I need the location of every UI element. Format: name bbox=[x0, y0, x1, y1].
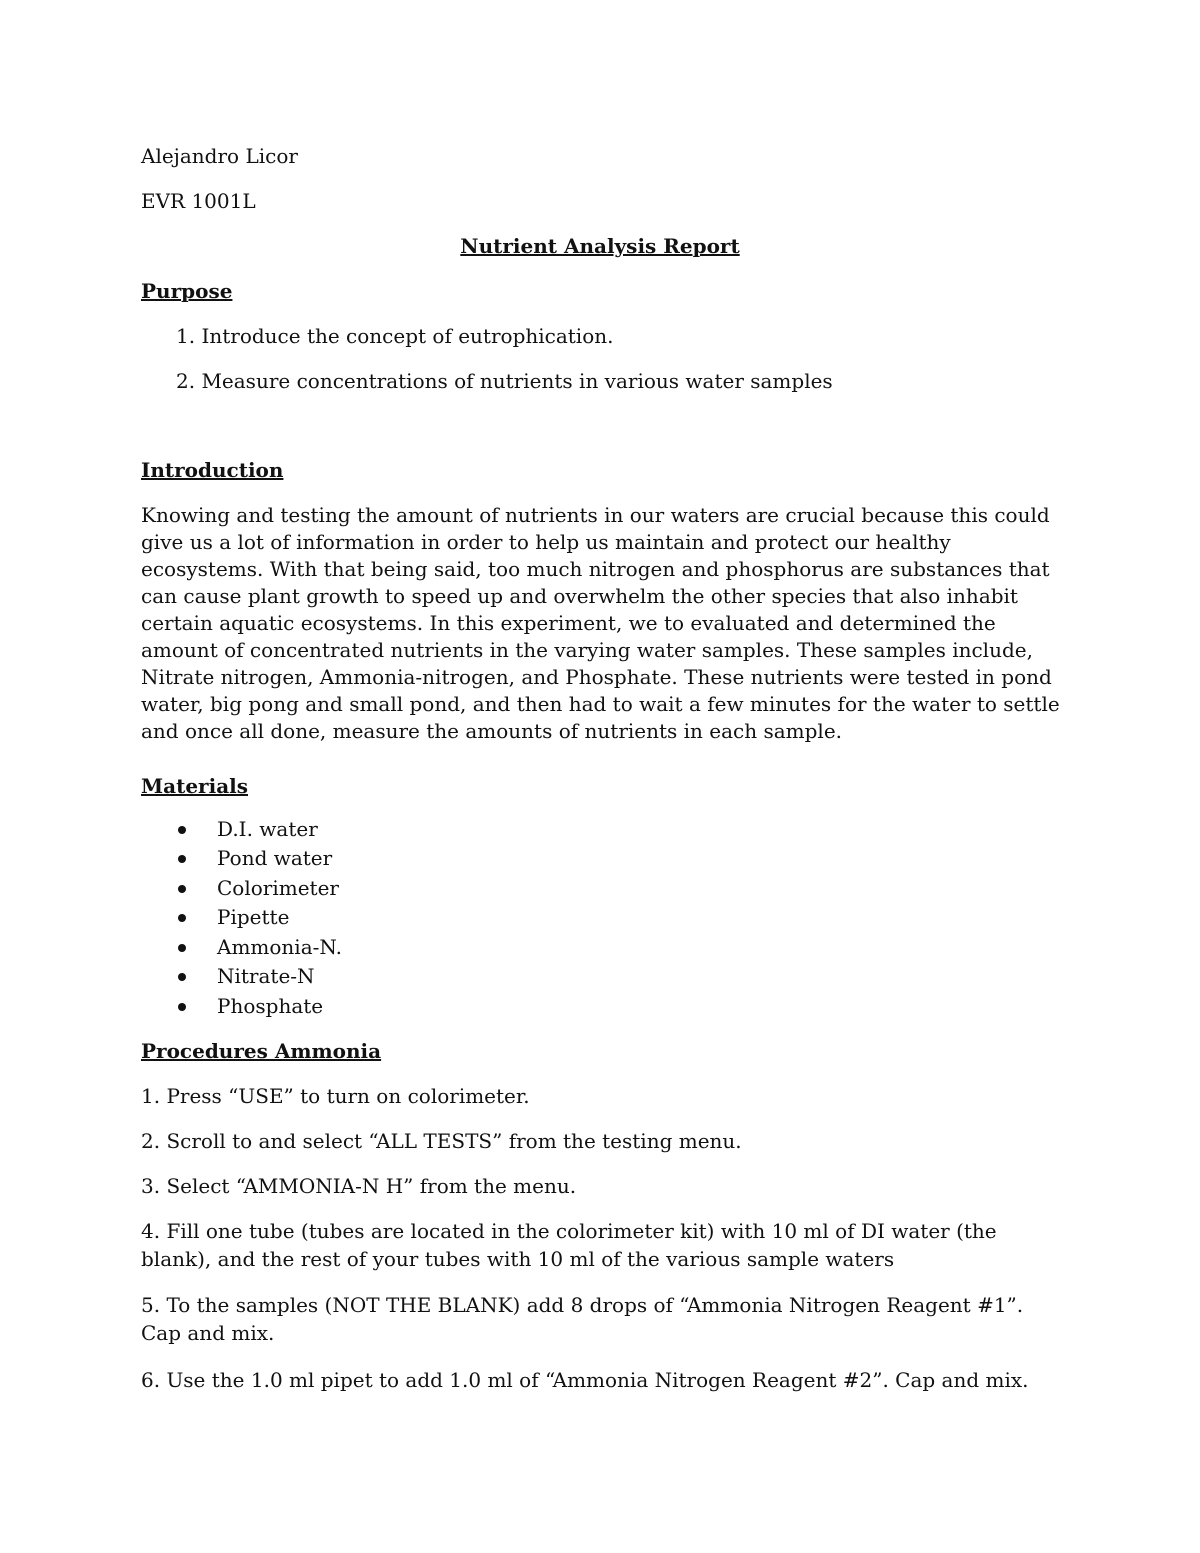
bullet-icon bbox=[178, 944, 186, 952]
bullet-icon bbox=[178, 855, 186, 863]
course-code: EVR 1001L bbox=[141, 189, 256, 213]
bullet-icon bbox=[178, 914, 186, 922]
procedure-step: 5. To the samples (NOT THE BLANK) add 8 drops of “Ammonia Nitrogen Reagent #1”. Cap and mix. bbox=[141, 1293, 1024, 1345]
procedure-step: 3. Select “AMMONIA-N H” from the menu. bbox=[141, 1174, 577, 1198]
materials-heading: Materials bbox=[141, 774, 249, 798]
bullet-icon bbox=[178, 1003, 186, 1011]
introduction-heading: Introduction bbox=[141, 458, 284, 482]
bullet-icon bbox=[178, 826, 186, 834]
material-label: D.I. water bbox=[217, 817, 318, 841]
procedure-step: 4. Fill one tube (tubes are located in the colorimeter kit) with 10 ml of DI water (the blank), and the rest of your tubes with 10 ml of the various sample waters bbox=[141, 1219, 997, 1271]
material-label: Pipette bbox=[217, 905, 290, 929]
introduction-paragraph: Knowing and testing the amount of nutrients in our waters are crucial because this could give us a lot of information in order to help us maintain and protect our healthy ecosystems. With that being said, too much nitrogen and phosphorus are substances that can cause plant growth to speed up and overwhelm the other species that also inhabit certain aquatic ecosystems. In this experiment, we to evaluated and determined the amount of concentrated nutrients in the varying water samples. These samples include, Nitrate nitrogen, Ammonia-nitrogen, and Phosphate. These nutrients were tested in pond water, big pong and small pond, and then had to wait a few minutes for the water to settle and once all done, measure the amounts of nutrients in each sample. bbox=[141, 503, 1060, 743]
material-label: Nitrate-N bbox=[217, 964, 315, 988]
procedure-step: 2. Scroll to and select “ALL TESTS” from the testing menu. bbox=[141, 1129, 742, 1153]
procedure-step: 6. Use the 1.0 ml pipet to add 1.0 ml of “Ammonia Nitrogen Reagent #2”. Cap and mix. bbox=[141, 1368, 1029, 1392]
bullet-icon bbox=[178, 885, 186, 893]
purpose-item: 1. Introduce the concept of eutrophication. bbox=[176, 324, 614, 348]
material-label: Ammonia-N. bbox=[217, 935, 342, 959]
material-label: Pond water bbox=[217, 846, 333, 870]
report-title: Nutrient Analysis Report bbox=[460, 234, 740, 258]
procedures-heading: Procedures Ammonia bbox=[141, 1039, 382, 1063]
purpose-heading: Purpose bbox=[141, 279, 233, 303]
bullet-icon bbox=[178, 973, 186, 981]
purpose-item: 2. Measure concentrations of nutrients in various water samples bbox=[176, 369, 833, 393]
procedure-step: 1. Press “USE” to turn on colorimeter. bbox=[141, 1084, 530, 1108]
material-label: Colorimeter bbox=[217, 876, 339, 900]
material-label: Phosphate bbox=[217, 994, 324, 1018]
author-name: Alejandro Licor bbox=[141, 144, 298, 168]
